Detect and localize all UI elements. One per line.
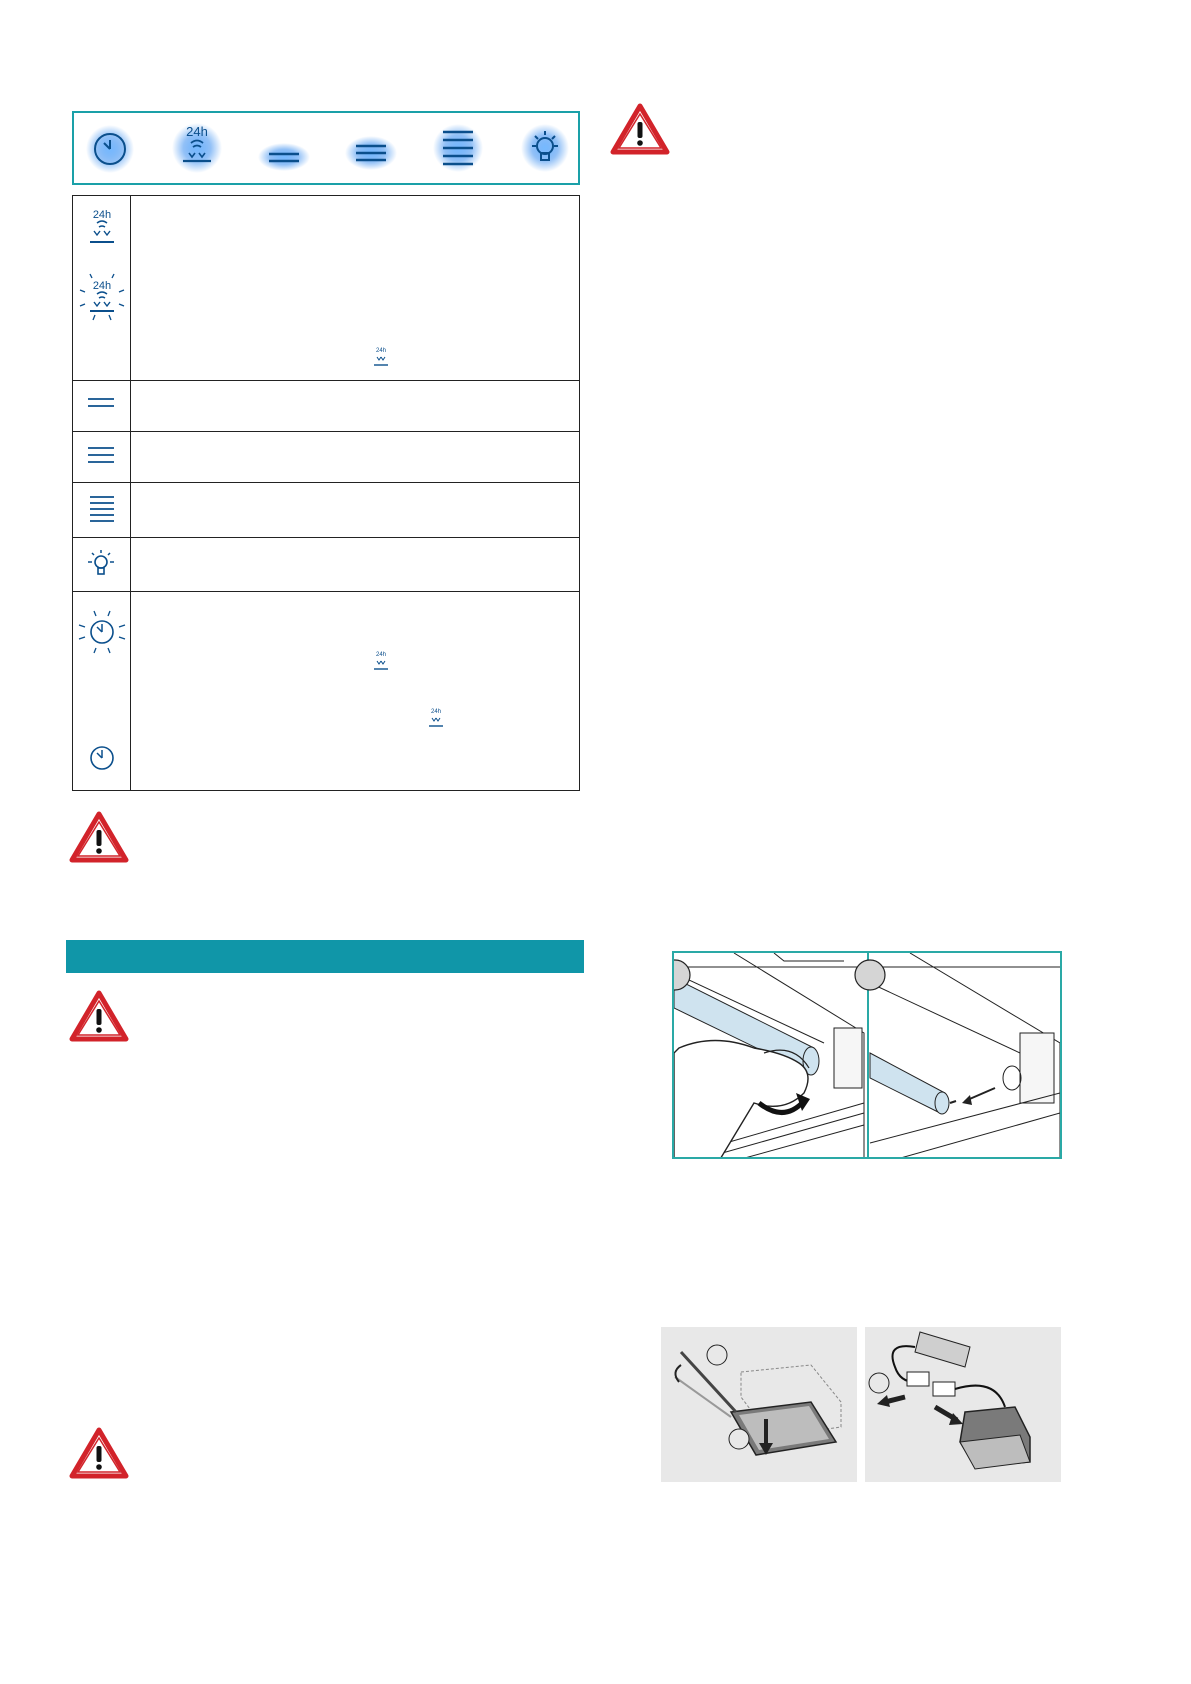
legend-row-24h-blink xyxy=(77,272,127,324)
light-button[interactable] xyxy=(510,113,580,183)
tube-replacement-figure xyxy=(672,951,1062,1159)
speed-2-icon xyxy=(336,113,406,183)
timer-icon xyxy=(75,113,145,183)
button-legend-table xyxy=(72,195,580,791)
24h-ventilation-icon xyxy=(81,206,123,246)
speed-1-button[interactable] xyxy=(249,113,319,183)
row-divider xyxy=(73,380,579,381)
inline-24h-icon xyxy=(373,650,389,672)
inline-24h-icon xyxy=(428,707,444,729)
row-divider xyxy=(73,482,579,483)
24h-label: 24h xyxy=(375,652,387,658)
timer-blinking-icon xyxy=(77,609,127,655)
speed-2-icon xyxy=(86,443,116,469)
24h-ventilation-icon xyxy=(428,707,444,729)
legend-row-speed-3 xyxy=(86,494,116,528)
row-divider xyxy=(73,591,579,592)
24h-label: 24h xyxy=(186,124,208,139)
24h-label: 24h xyxy=(430,709,442,715)
section-header-bar xyxy=(66,940,584,973)
warning-icon xyxy=(70,990,128,1042)
legend-row-timer xyxy=(88,744,116,772)
24h-ventilation-icon xyxy=(373,650,389,672)
timer-button[interactable] xyxy=(75,113,145,183)
light-icon xyxy=(85,548,117,580)
row-divider xyxy=(73,537,579,538)
legend-row-light xyxy=(85,548,117,580)
warning-icon xyxy=(70,1427,128,1479)
row-divider xyxy=(73,431,579,432)
step-2-illustration xyxy=(855,953,1062,1159)
light-icon xyxy=(510,113,580,183)
24h-ventilation-blinking-icon xyxy=(77,272,127,324)
legend-row-24h xyxy=(81,206,123,246)
light-unit-figure xyxy=(661,1327,1061,1482)
column-divider xyxy=(130,196,131,790)
step-marker xyxy=(855,960,885,990)
control-panel xyxy=(72,111,580,185)
timer-icon xyxy=(88,744,116,772)
legend-row-speed-2 xyxy=(86,443,116,469)
24h-ventilation-icon xyxy=(373,346,389,368)
24h-ventilation-icon xyxy=(162,113,232,183)
hand xyxy=(674,1041,809,1160)
speed-1-icon xyxy=(86,394,116,414)
inline-24h-icon xyxy=(373,346,389,368)
speed-3-icon xyxy=(86,494,116,528)
speed-3-button[interactable] xyxy=(423,113,493,183)
speed-3-icon xyxy=(423,113,493,183)
legend-row-timer-blink xyxy=(77,609,127,655)
24h-label: 24h xyxy=(92,280,112,292)
24h-button[interactable] xyxy=(162,113,232,183)
24h-label: 24h xyxy=(92,209,112,221)
speed-2-button[interactable] xyxy=(336,113,406,183)
warning-icon xyxy=(70,811,128,863)
step-panel-left xyxy=(661,1327,857,1482)
warning-icon xyxy=(611,103,669,155)
24h-label: 24h xyxy=(375,348,387,354)
speed-1-icon xyxy=(249,113,319,183)
legend-row-speed-1 xyxy=(86,394,116,414)
